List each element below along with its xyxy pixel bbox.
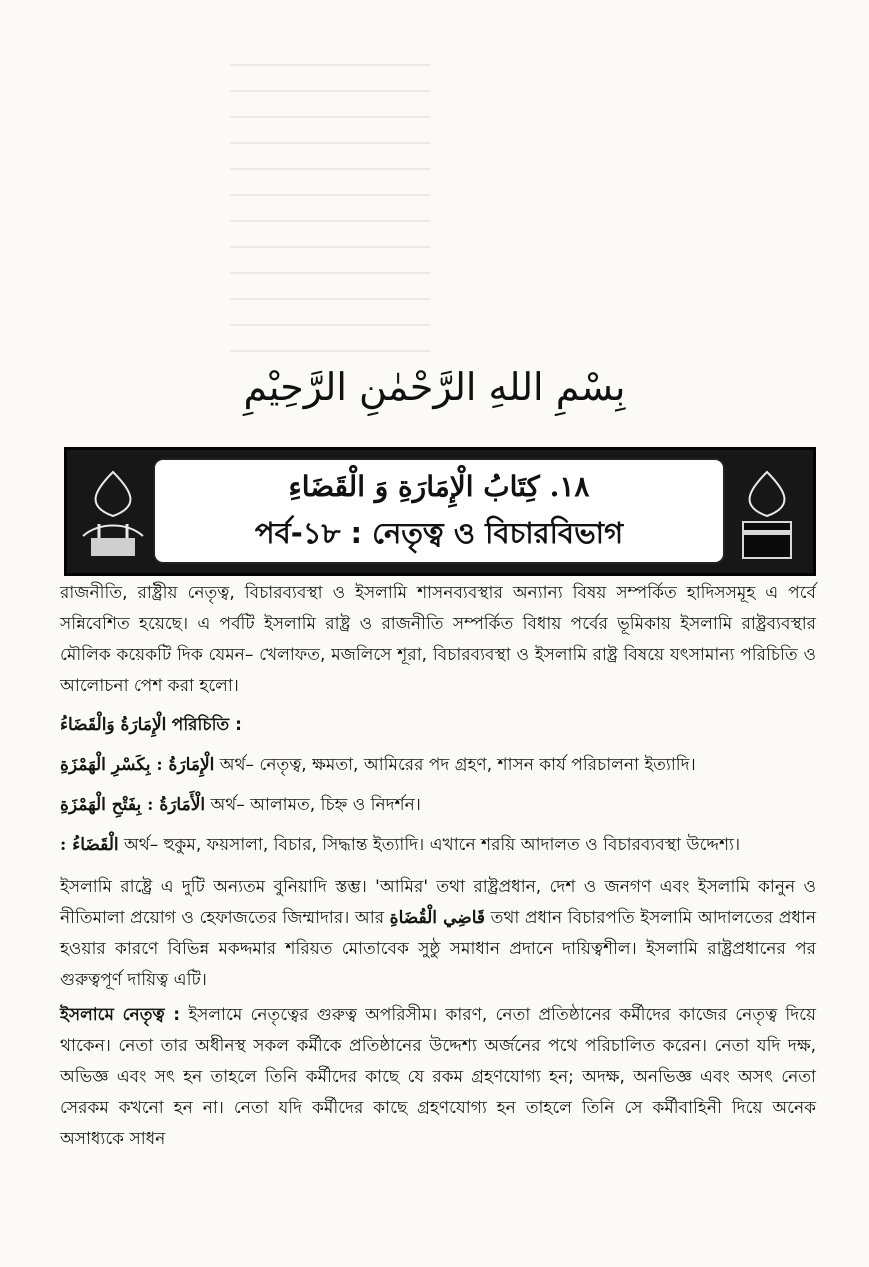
chapter-body [60,578,816,1155]
definition-term: الْإِمَارَةُ : بِكَسْرِ الْهَمْزَةِ [60,755,215,775]
pillars-text-after: তথা প্রধান বিচারপতি ইসলামি আদালতের প্রধান হওয়ার কারণে বিভিন্ন মকদ্দমার শরিয়ত মোতাবেক সুষ্ঠু সমাধান প্রদানে দায়িত্বশীল। ইসলামি রাষ্ট্রপ্রধানের পর গুরুত্বপূর্ণ দায়িত্ব এটি। [60,908,816,990]
definition-item [60,828,816,862]
definition-meaning: অর্থ– আলামত, চিহ্ন ও নিদর্শন। [210,795,421,815]
pillars-text-before: ইসলামি রাষ্ট্রে এ দুটি অন্যতম বুনিয়াদি স্তম্ভ। 'আমির' তথা রাষ্ট্রপ্রধান, দেশ ও জনগণ এবং ইসলামি কানুন ও নীতিমালা প্রয়োগ ও হেফাজতের জিম্মাদার। আর [60,877,816,928]
bleed-through-text [230,40,430,360]
definition-meaning: অর্থ– নেতৃত্ব, ক্ষমতা, আমিরের পদ গ্রহণ, শাসন কার্য পরিচালনা ইত্যাদি। [219,755,696,775]
definition-term: الْأَمَارَةُ : بِفَتْحِ الْهَمْزَةِ [60,795,206,815]
definition-term: الْقَضَاءُ : [60,835,119,855]
kaaba-ornament-icon [729,466,805,562]
chapter-bangla-title: পর্ব-১৮ : নেতৃত্ব ও বিচারবিভাগ [254,516,624,550]
definition-item [60,748,816,782]
intro-paragraph: রাজনীতি, রাষ্ট্রীয় নেতৃত্ব, বিচারব্যবস্থা ও ইসলামি শাসনব্যবস্থার অন্যান্য বিষয় সম্পর্কিত হাদিসসমূহ এ পর্বে সন্নিবেশিত হয়েছে। এ পর্বটি ইসলামি রাষ্ট্র ও রাজনীতি সম্পর্কিত বিধায় পর্বের ভূমিকায় ইসলামি রাষ্ট্রব্যবস্থার মৌলিক কয়েকটি দিক যেমন– খেলাফত, মজলিসে শূরা, বিচারব্যবস্থা ও ইসলামি রাষ্ট্র বিষয়ে যৎসামান্য পরিচিতি ও আলোচনা পেশ করা হলো। [60,583,816,696]
pillars-paragraph [60,872,816,996]
chapter-title-box [153,458,725,564]
leadership-label: ইসলামে নেতৃত্ব : [60,1005,181,1025]
definition-item [60,788,816,822]
floral-ornament-icon [75,466,151,562]
pillars-arabic-term: قَاضِي الْقُضَاةِ [389,908,485,928]
leadership-text: ইসলামে নেতৃত্বের গুরুত্ব অপরিসীম। কারণ, নেতা প্রতিষ্ঠানের কর্মীদের কাজের নেতৃত্ব দিয়ে থাকেন। নেতা তার অধীনস্থ সকল কর্মীকে প্রতিষ্ঠানের উদ্দেশ্য অর্জনের পথে পরিচালিত করেন। নেতা যদি দক্ষ, অভিজ্ঞ এবং সৎ হন তাহলে তিনি কর্মীদের কাছে যে রকম গ্রহণযোগ্য হন; অদক্ষ, অনভিজ্ঞ এবং অসৎ নেতা সেরকম কখনো হন না। নেতা যদি কর্মীদের কাছে গ্রহণযোগ্য হন তাহলে তিনি সে কর্মীবাহিনী দিয়ে অনেক অসাধ্যকে সাধন [60,1005,817,1149]
bismillah-calligraphy: بِسْمِ اللهِ الرَّحْمٰنِ الرَّحِيْمِ [243,365,626,409]
leadership-paragraph [60,1000,816,1155]
chapter-arabic-title: ١٨. كِتَابُ الْإِمَارَةِ وَ الْقَضَاءِ [288,470,590,503]
definition-meaning: অর্থ– হুকুম, ফয়সালা, বিচার, সিদ্ধান্ত ইত্যাদি। এখানে শরয়ি আদালত ও বিচারব্যবস্থা উদ্দেশ্য। [124,835,741,855]
chapter-banner [64,447,816,576]
intro-heading-label: পরিচিতি : [171,715,242,735]
intro-heading-arabic: الْإِمَارَةُ وَالْقَضَاءُ [60,715,167,735]
intro-heading [60,708,816,742]
